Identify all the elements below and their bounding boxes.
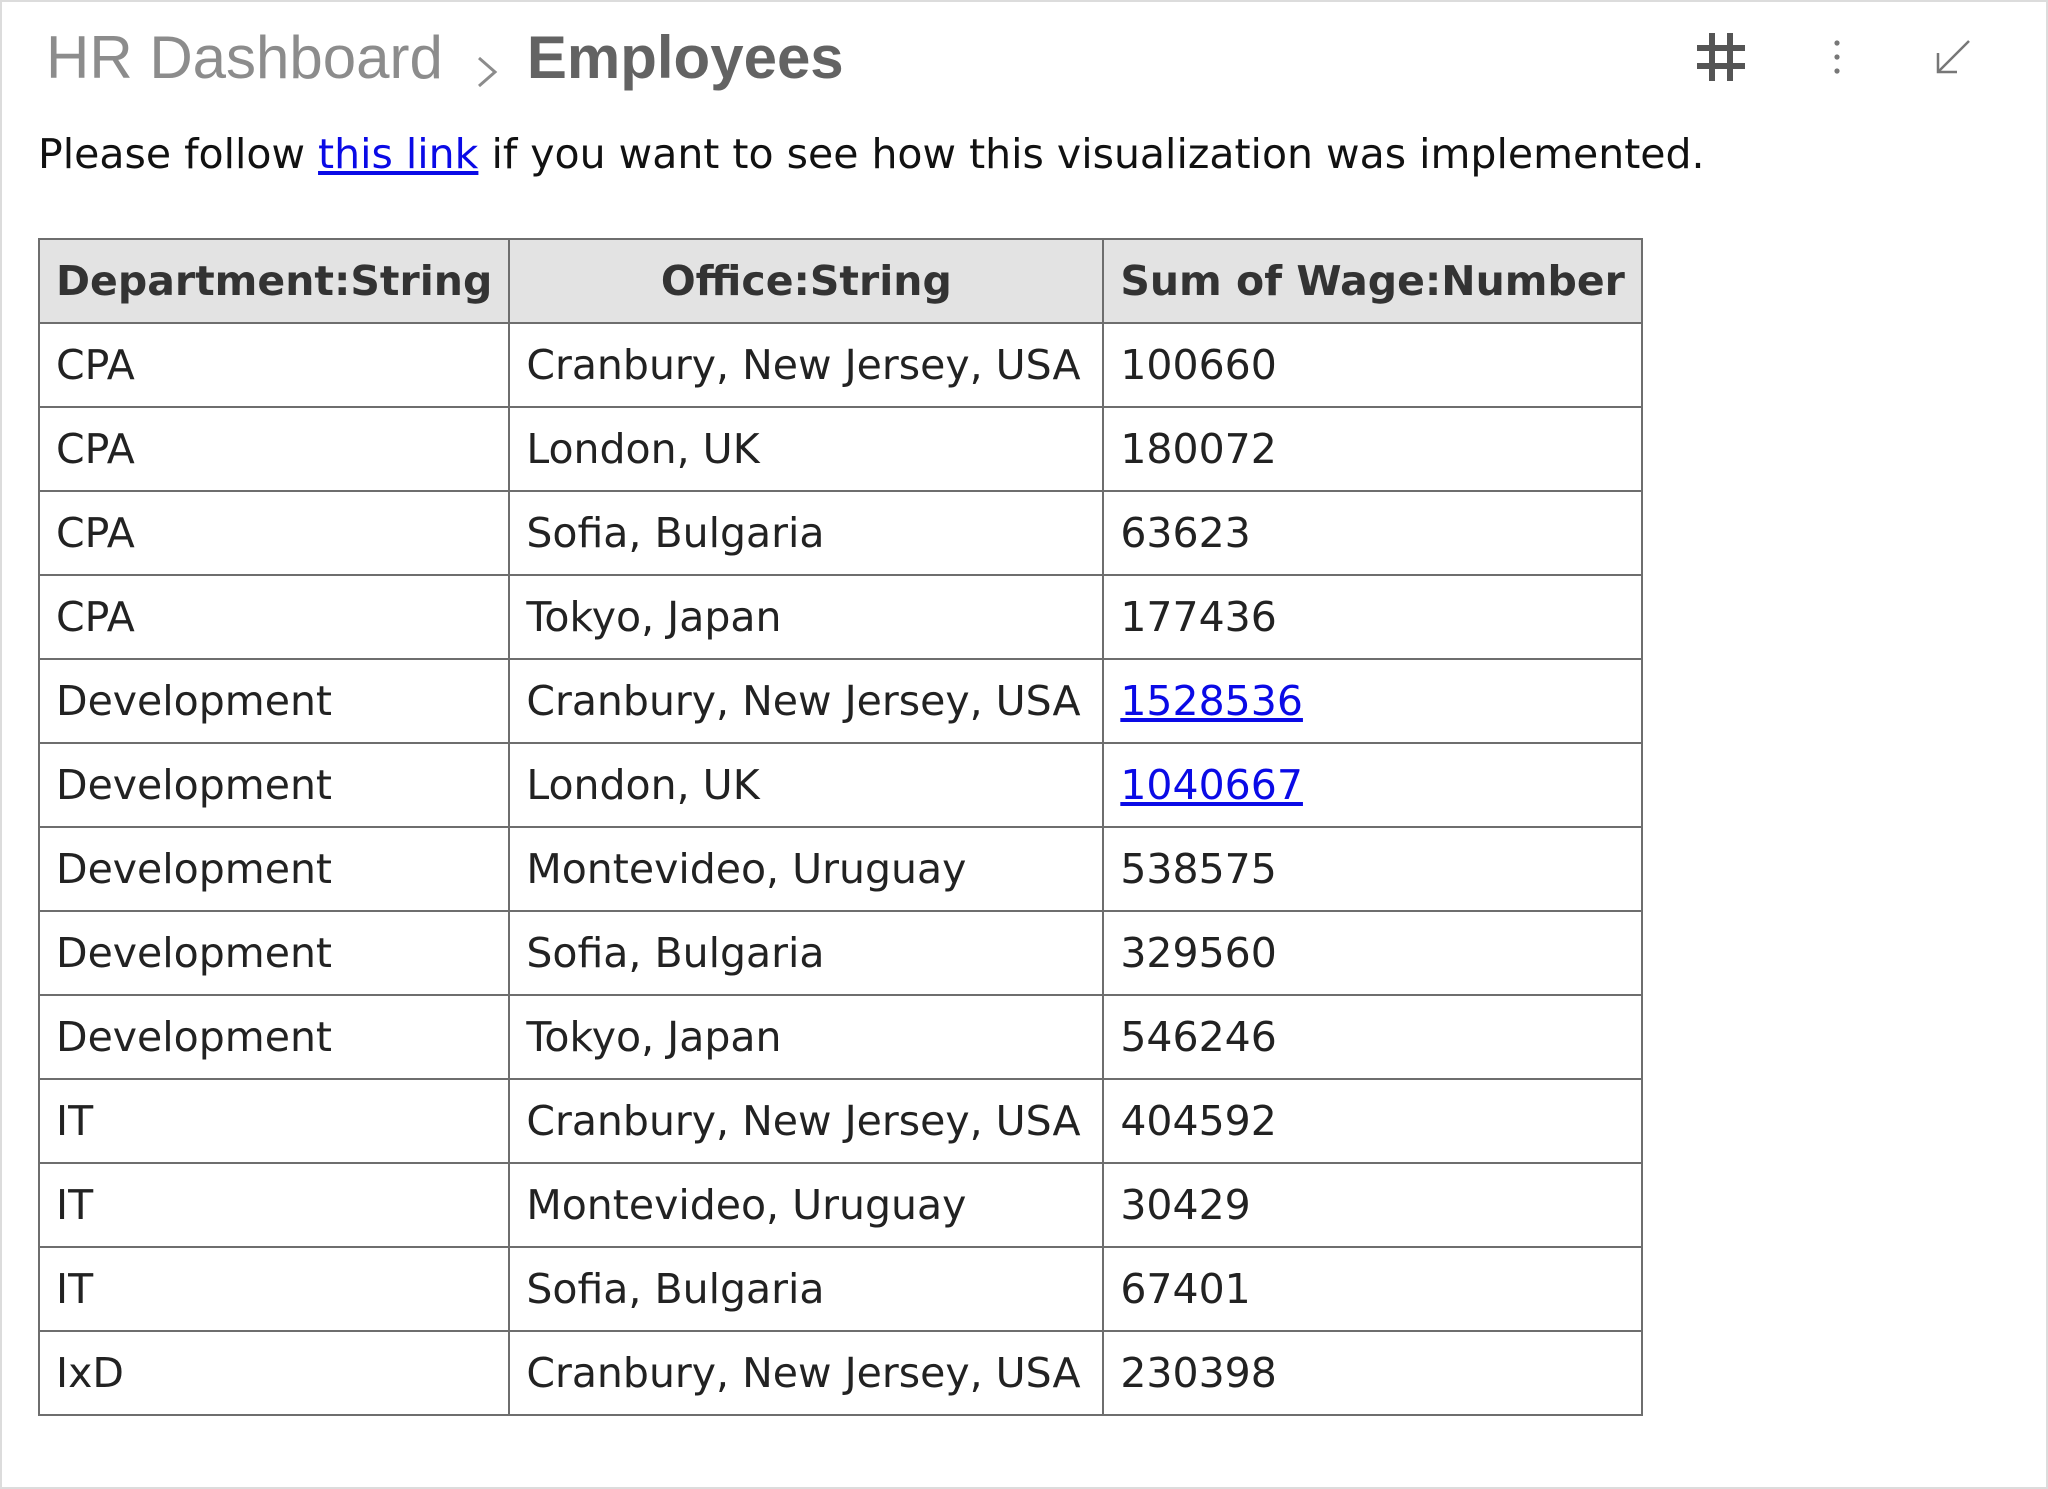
breadcrumb-current: Employees bbox=[526, 23, 844, 91]
cell-wage: 404592 bbox=[1103, 1079, 1642, 1163]
cell-office: Sofia, Bulgaria bbox=[509, 911, 1103, 995]
cell-office: Cranbury, New Jersey, USA bbox=[509, 1331, 1103, 1415]
chevron-right-icon bbox=[473, 37, 501, 77]
wage-table bbox=[38, 238, 1643, 1416]
cell-office: Cranbury, New Jersey, USA bbox=[509, 1079, 1103, 1163]
table-row bbox=[39, 1247, 1642, 1331]
table-row bbox=[39, 1331, 1642, 1415]
cell-office: Montevideo, Uruguay bbox=[509, 827, 1103, 911]
cell-department: IT bbox=[39, 1079, 509, 1163]
implementation-link[interactable]: this link bbox=[318, 130, 479, 178]
cell-office: Tokyo, Japan bbox=[509, 575, 1103, 659]
cell-wage: 100660 bbox=[1103, 323, 1642, 407]
cell-department: Development bbox=[39, 827, 509, 911]
intro-suffix: if you want to see how this visualization was implemented. bbox=[478, 130, 1705, 178]
table-row bbox=[39, 575, 1642, 659]
cell-wage: 30429 bbox=[1103, 1163, 1642, 1247]
table-header-row bbox=[39, 239, 1642, 323]
table-row bbox=[39, 1163, 1642, 1247]
cell-office: Sofia, Bulgaria bbox=[509, 491, 1103, 575]
breadcrumb-root[interactable]: HR Dashboard bbox=[46, 23, 443, 91]
cell-wage: 546246 bbox=[1103, 995, 1642, 1079]
cell-office: London, UK bbox=[509, 743, 1103, 827]
cell-department: IT bbox=[39, 1163, 509, 1247]
wage-drilldown-link[interactable]: 1528536 bbox=[1120, 677, 1303, 725]
cell-wage: 180072 bbox=[1103, 407, 1642, 491]
cell-department: CPA bbox=[39, 575, 509, 659]
table-row bbox=[39, 995, 1642, 1079]
cell-office: London, UK bbox=[509, 407, 1103, 491]
grid-hash-icon[interactable] bbox=[1688, 24, 1754, 90]
intro-text bbox=[38, 130, 1705, 178]
column-header-wage[interactable]: Sum of Wage:Number bbox=[1103, 239, 1642, 323]
panel-toolbar bbox=[1688, 24, 1986, 90]
cell-office: Cranbury, New Jersey, USA bbox=[509, 323, 1103, 407]
table-row bbox=[39, 323, 1642, 407]
cell-department: Development bbox=[39, 743, 509, 827]
table-row bbox=[39, 407, 1642, 491]
cell-office: Tokyo, Japan bbox=[509, 995, 1103, 1079]
table-body bbox=[39, 323, 1642, 1415]
cell-wage bbox=[1103, 659, 1642, 743]
table-row bbox=[39, 827, 1642, 911]
table-row bbox=[39, 1079, 1642, 1163]
cell-department: IxD bbox=[39, 1331, 509, 1415]
breadcrumb bbox=[46, 20, 844, 94]
cell-department: Development bbox=[39, 659, 509, 743]
intro-prefix: Please follow bbox=[38, 130, 319, 178]
cell-department: IT bbox=[39, 1247, 509, 1331]
minimize-icon[interactable] bbox=[1920, 24, 1986, 90]
cell-wage: 329560 bbox=[1103, 911, 1642, 995]
cell-wage: 67401 bbox=[1103, 1247, 1642, 1331]
column-header-department[interactable]: Department:String bbox=[39, 239, 509, 323]
table-row bbox=[39, 491, 1642, 575]
more-vertical-icon[interactable] bbox=[1804, 24, 1870, 90]
cell-wage bbox=[1103, 743, 1642, 827]
cell-department: Development bbox=[39, 995, 509, 1079]
table-row bbox=[39, 911, 1642, 995]
cell-wage: 177436 bbox=[1103, 575, 1642, 659]
cell-wage: 63623 bbox=[1103, 491, 1642, 575]
cell-wage: 538575 bbox=[1103, 827, 1642, 911]
cell-department: CPA bbox=[39, 323, 509, 407]
wage-drilldown-link[interactable]: 1040667 bbox=[1120, 761, 1303, 809]
cell-office: Sofia, Bulgaria bbox=[509, 1247, 1103, 1331]
column-header-office[interactable]: Office:String bbox=[509, 239, 1103, 323]
cell-department: CPA bbox=[39, 491, 509, 575]
cell-department: Development bbox=[39, 911, 509, 995]
cell-department: CPA bbox=[39, 407, 509, 491]
cell-office: Montevideo, Uruguay bbox=[509, 1163, 1103, 1247]
cell-office: Cranbury, New Jersey, USA bbox=[509, 659, 1103, 743]
cell-wage: 230398 bbox=[1103, 1331, 1642, 1415]
panel-bottom-edge bbox=[2, 1471, 2046, 1487]
table-row bbox=[39, 659, 1642, 743]
table-row bbox=[39, 743, 1642, 827]
